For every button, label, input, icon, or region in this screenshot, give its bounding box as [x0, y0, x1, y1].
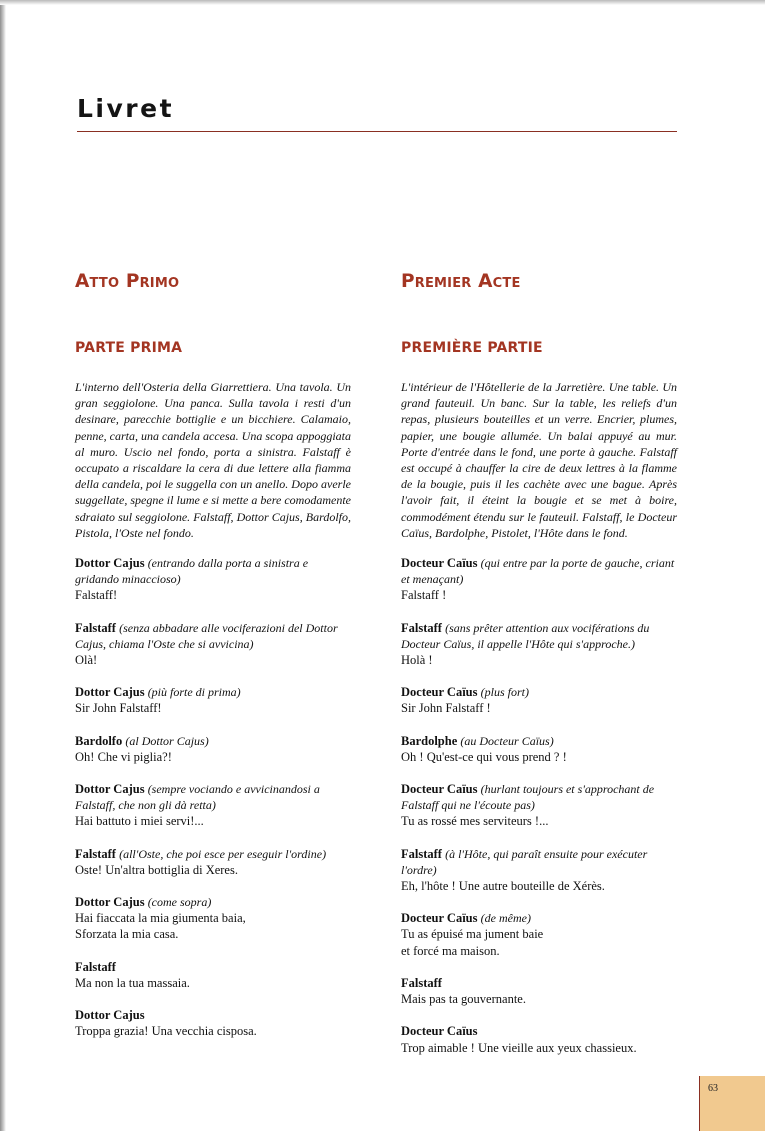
stage-direction: (au Docteur Caïus) [460, 733, 554, 748]
stage-direction: (al Dottor Cajus) [125, 733, 209, 748]
speaker-name: Dottor Cajus [75, 556, 145, 571]
stage-direction: (hurlant toujours et s'approchant de Falstaff qui ne l'écoute pas) [401, 782, 655, 813]
dialogue-list [401, 555, 677, 1056]
part-title: PREMIÈRE PARTIE [401, 340, 543, 356]
speech-text: Trop aimable ! Une vieille aux yeux chassieux. [401, 1040, 637, 1055]
speaker-name: Docteur Caïus [401, 1024, 478, 1039]
dialogue-line [75, 733, 351, 765]
speaker-name: Falstaff [401, 620, 442, 635]
stage-direction: (entrando dalla porta a sinistra e gridando minaccioso) [75, 556, 309, 587]
speaker-name: Falstaff [75, 846, 116, 861]
dialogue-list [75, 555, 351, 1039]
speech-text: Falstaff ! [401, 588, 447, 603]
dialogue-line [401, 781, 677, 830]
page-top-shadow [0, 0, 765, 5]
speaker-name: Falstaff [75, 959, 116, 974]
dialogue-line [75, 684, 351, 716]
speech-text: Tu as épuisé ma jument baie et forcé ma maison. [401, 927, 544, 958]
speaker-name: Falstaff [75, 620, 116, 635]
speaker-name: Dottor Cajus [75, 895, 145, 910]
stage-direction: (come sopra) [147, 895, 212, 910]
dialogue-line [75, 959, 351, 991]
page-number: 63 [708, 1083, 718, 1094]
stage-direction: (sempre vociando e avvicinandosi a Falstaff, che non gli dà retta) [75, 782, 320, 813]
speech-text: Eh, l'hôte ! Une autre bouteille de Xérès. [401, 879, 605, 894]
dialogue-line [401, 733, 677, 765]
speech-text: Ma non la tua massaia. [75, 975, 190, 990]
speech-text: Mais pas ta gouvernante. [401, 992, 526, 1007]
dialogue-line [75, 555, 351, 604]
dialogue-line [75, 894, 351, 943]
speech-text: Olà! [75, 653, 98, 668]
speech-text: Hai fiaccata la mia giumenta baia, Sforzata la mia casa. [75, 911, 246, 942]
title-rule [77, 131, 677, 132]
dialogue-line [401, 975, 677, 1007]
speech-text: Oh! Che vi piglia?! [75, 749, 172, 764]
stage-direction: (senza abbadare alle vociferazioni del Dottor Cajus, chiama l'Oste che si avvicina) [75, 620, 338, 651]
act-title: Atto Primo [75, 271, 180, 292]
dialogue-line [75, 781, 351, 830]
dialogue-line [75, 1007, 351, 1039]
dialogue-line [401, 846, 677, 895]
dialogue-line [401, 1023, 677, 1055]
speaker-name: Falstaff [401, 975, 442, 990]
stage-direction: (più forte di prima) [147, 685, 241, 700]
dialogue-line [401, 620, 677, 669]
dialogue-line [75, 620, 351, 669]
dialogue-line [401, 684, 677, 716]
speaker-name: Dottor Cajus [75, 685, 145, 700]
speech-text: Sir John Falstaff! [75, 701, 162, 716]
dialogue-line [401, 555, 677, 604]
speaker-name: Falstaff [401, 846, 442, 861]
speech-text: Hai battuto i miei servi!... [75, 814, 204, 829]
speaker-name: Bardolphe [401, 733, 458, 748]
speaker-name: Dottor Cajus [75, 1008, 145, 1023]
dialogue-line [75, 846, 351, 878]
dialogue-line [401, 910, 677, 959]
french-column [401, 271, 677, 1056]
speaker-name: Docteur Caïus [401, 782, 478, 797]
stage-direction: (all'Oste, che poi esce per eseguir l'ordine) [119, 846, 327, 861]
speech-text: Oste! Un'altra bottiglia di Xeres. [75, 862, 238, 877]
speaker-name: Docteur Caïus [401, 556, 478, 571]
page-number-tab [699, 1076, 765, 1131]
speaker-name: Docteur Caïus [401, 685, 478, 700]
stage-direction: (sans prêter attention aux vociférations du Docteur Caïus, il appelle l'Hôte qui s'approche.) [401, 620, 650, 651]
speaker-name: Bardolfo [75, 733, 123, 748]
speech-text: Tu as rossé mes serviteurs !... [401, 814, 549, 829]
speech-text: Troppa grazia! Una vecchia cisposa. [75, 1024, 257, 1039]
page-edge-shadow [0, 0, 6, 1131]
stage-direction: (de même) [480, 911, 531, 926]
stage-direction: (qui entre par la porte de gauche, criant et menaçant) [401, 556, 675, 587]
speech-text: Sir John Falstaff ! [401, 701, 491, 716]
scene-description: L'intérieur de l'Hôtellerie de la Jarretière. Une table. Un grand fauteuil. Un banc. Sur la table, les reliefs d'un repas, plusieurs bouteilles et un verre. Encrier, plumes, papier, une bougie allumée. Un balai appuyé au mur. Porte d'entrée dans le fond, une porte à gauche. Falstaff est occupé à chauffer la cire de deux lettres à la flamme de la bougie, puis il les cachète avec une bague. Après l'avoir fait, il éteint la bougie et se met à boire, commodément étendu sur le fauteuil. Falstaff, le Docteur Caïus, Bardolphe, Pistolet, l'Hôte dans le fond. [401, 380, 677, 540]
italian-column [75, 271, 351, 1040]
speech-text: Oh ! Qu'est-ce qui vous prend ? ! [401, 749, 567, 764]
page-title: Livret [77, 94, 175, 123]
act-title: Premier Acte [401, 271, 521, 292]
part-title: PARTE PRIMA [75, 340, 183, 356]
speaker-name: Dottor Cajus [75, 782, 145, 797]
scene-description: L'interno dell'Osteria della Giarrettiera. Una tavola. Un gran seggiolone. Una panca. Sulla tavola i resti d'un desinare, parecchie bottiglie e un bicchiere. Calamaio, penne, carta, una candela accesa. Una scopa appoggiata al muro. Uscio nel fondo, porta a sinistra. Falstaff è occupato a riscaldare la cera di due lettere alla fiamma della candela, poi le suggella con un anello. Dopo averle suggellate, spegne il lume e si mette a bere comodamente sdraiato sul seggiolone. Falstaff, Dottor Cajus, Bardolfo, Pistola, l'Oste nel fondo. [75, 380, 351, 540]
stage-direction: (à l'Hôte, qui paraît ensuite pour exécuter l'ordre) [401, 846, 648, 877]
speaker-name: Docteur Caïus [401, 911, 478, 926]
speech-text: Falstaff! [75, 588, 118, 603]
speech-text: Holà ! [401, 653, 433, 668]
stage-direction: (plus fort) [480, 685, 529, 700]
